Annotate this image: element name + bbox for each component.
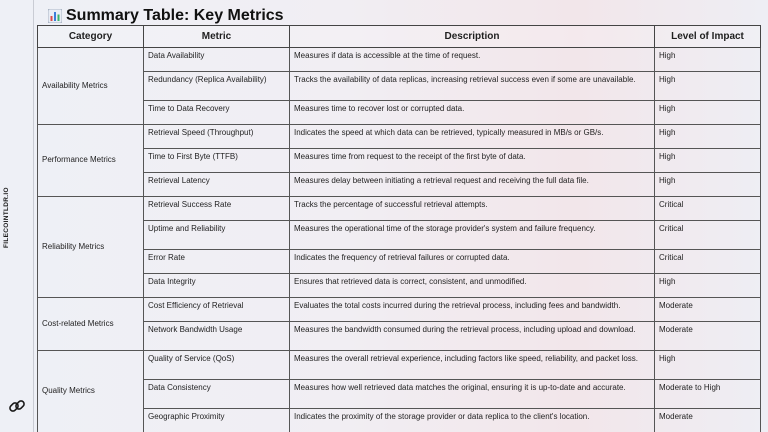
category-cell: Availability Metrics — [38, 48, 144, 125]
metric-cell: Cost Efficiency of Retrieval — [144, 298, 290, 322]
impact-cell: Critical — [655, 250, 761, 274]
table-row — [38, 101, 761, 125]
impact-cell: High — [655, 149, 761, 173]
category-cell: Performance Metrics — [38, 125, 144, 197]
description-cell: Measures the overall retrieval experience, including factors like speed, reliability, and packet loss. — [290, 351, 655, 380]
description-cell: Measures the bandwidth consumed during the retrieval process, including upload and download. — [290, 322, 655, 351]
table-row — [38, 72, 761, 101]
impact-cell: Critical — [655, 197, 761, 221]
metric-cell: Network Bandwidth Usage — [144, 322, 290, 351]
description-cell: Tracks the percentage of successful retrieval attempts. — [290, 197, 655, 221]
impact-cell: Moderate — [655, 298, 761, 322]
description-cell: Measures how well retrieved data matches the original, ensuring it is up-to-date and accurate. — [290, 380, 655, 409]
impact-cell: High — [655, 351, 761, 380]
table-row — [38, 250, 761, 274]
table-header-row — [38, 26, 761, 48]
bar-chart-icon — [48, 9, 62, 23]
table-row — [38, 149, 761, 173]
page-title: Summary Table: Key Metrics — [66, 7, 284, 24]
column-header-impact: Level of Impact — [655, 26, 761, 48]
impact-cell: Moderate — [655, 322, 761, 351]
table-row — [38, 173, 761, 197]
metric-cell: Uptime and Reliability — [144, 221, 290, 250]
impact-cell: High — [655, 72, 761, 101]
column-header-category: Category — [38, 26, 144, 48]
category-cell: Cost-related Metrics — [38, 298, 144, 351]
table-row — [38, 298, 761, 322]
metric-cell: Data Consistency — [144, 380, 290, 409]
metric-cell: Data Availability — [144, 48, 290, 72]
metric-cell: Quality of Service (QoS) — [144, 351, 290, 380]
description-cell: Measures time to recover lost or corrupted data. — [290, 101, 655, 125]
impact-cell: Moderate — [655, 409, 761, 432]
description-cell: Measures the operational time of the storage provider's system and failure frequency. — [290, 221, 655, 250]
metric-cell: Retrieval Success Rate — [144, 197, 290, 221]
impact-cell: Critical — [655, 221, 761, 250]
category-cell: Quality Metrics — [38, 351, 144, 432]
metric-cell: Time to Data Recovery — [144, 101, 290, 125]
impact-cell: Moderate to High — [655, 380, 761, 409]
column-header-metric: Metric — [144, 26, 290, 48]
table-row — [38, 125, 761, 149]
description-cell: Evaluates the total costs incurred during the retrieval process, including fees and bandwidth. — [290, 298, 655, 322]
impact-cell: High — [655, 48, 761, 72]
description-cell: Indicates the speed at which data can be retrieved, typically measured in MB/s or GB/s. — [290, 125, 655, 149]
description-cell: Measures delay between initiating a retrieval request and receiving the full data file. — [290, 173, 655, 197]
table-row — [38, 197, 761, 221]
table-row — [38, 351, 761, 380]
metric-cell: Retrieval Speed (Throughput) — [144, 125, 290, 149]
impact-cell: High — [655, 125, 761, 149]
description-cell: Tracks the availability of data replicas, increasing retrieval success even if some are unavailable. — [290, 72, 655, 101]
metrics-table — [37, 25, 761, 432]
table-row — [38, 322, 761, 351]
impact-cell: High — [655, 101, 761, 125]
chain-link-icon — [8, 397, 26, 415]
description-cell: Indicates the proximity of the storage provider or data replica to the client's location. — [290, 409, 655, 432]
table-row — [38, 221, 761, 250]
description-cell: Indicates the frequency of retrieval failures or corrupted data. — [290, 250, 655, 274]
metric-cell: Error Rate — [144, 250, 290, 274]
description-cell: Measures time from request to the receipt of the first byte of data. — [290, 149, 655, 173]
table-row — [38, 409, 761, 432]
side-rail — [0, 0, 34, 432]
description-cell: Ensures that retrieved data is correct, consistent, and unmodified. — [290, 274, 655, 298]
metric-cell: Geographic Proximity — [144, 409, 290, 432]
category-cell: Reliability Metrics — [38, 197, 144, 298]
metric-cell: Time to First Byte (TTFB) — [144, 149, 290, 173]
impact-cell: High — [655, 173, 761, 197]
table-row — [38, 274, 761, 298]
impact-cell: High — [655, 274, 761, 298]
description-cell: Measures if data is accessible at the time of request. — [290, 48, 655, 72]
table-row — [38, 48, 761, 72]
table-row — [38, 380, 761, 409]
column-header-description: Description — [290, 26, 655, 48]
metric-cell: Data Integrity — [144, 274, 290, 298]
metric-cell: Retrieval Latency — [144, 173, 290, 197]
brand-label: FILECOINTLDR.IO — [3, 187, 10, 248]
metric-cell: Redundancy (Replica Availability) — [144, 72, 290, 101]
page-title-row — [48, 6, 284, 26]
